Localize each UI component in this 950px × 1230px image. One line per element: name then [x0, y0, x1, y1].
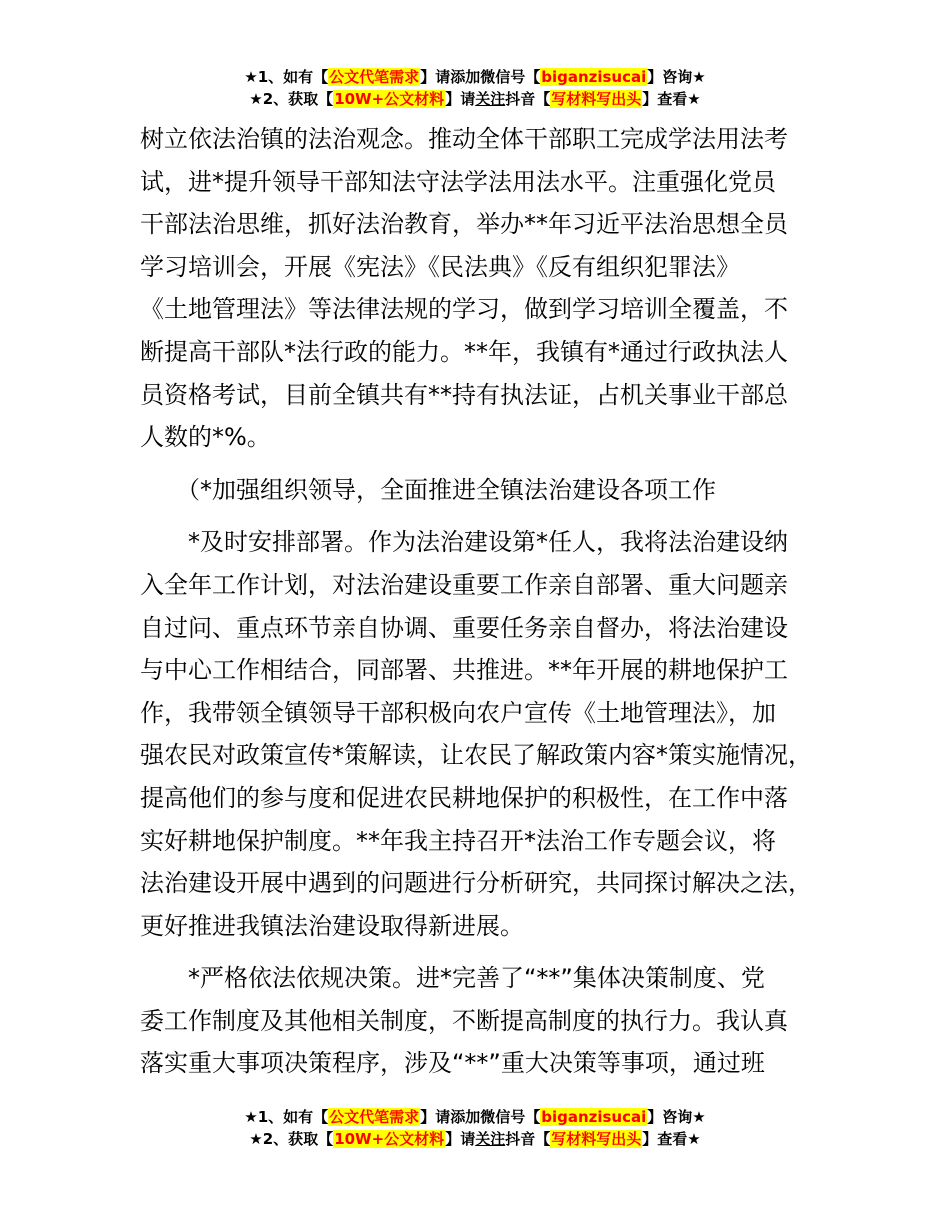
text-line: 更好推进我镇法治建设取得新进展。 — [140, 911, 524, 940]
text-line: 委工作制度及其他相关制度，不断提高制度的执行力。我认真 — [140, 1006, 788, 1035]
document-body — [140, 118, 840, 1085]
follow-text: 关注 — [475, 90, 506, 108]
text-line: 作，我带领全镇领导干部积极向农户宣传《土地管理法》，加 — [140, 698, 776, 727]
text-line: 《土地管理法》等法律法规的学习，做到学习培训全覆盖，不 — [140, 295, 788, 324]
banner-line-2: ★2、获取【10W+公文材料】请关注抖音【写材料写出头】查看★ — [249, 1130, 701, 1148]
text-line: 落实重大事项决策程序，涉及“**”重大决策等事项，通过班 — [140, 1049, 765, 1078]
text-line: 学习培训会，开展《宪法》《民法典》《反有组织犯罪法》 — [140, 252, 740, 281]
highlight-douyin: 写材料写出头 — [551, 90, 642, 108]
paragraph-1 — [140, 118, 840, 459]
paragraph-3 — [140, 957, 840, 1085]
text-line: 干部法治思维，抓好法治教育，举办**年习近平法治思想全员 — [140, 210, 788, 239]
text-line: 人数的*%。 — [140, 423, 271, 452]
highlight-materials: 10W+公文材料 — [334, 1130, 445, 1148]
highlight-wechat-id: biganzisucai — [541, 1108, 647, 1126]
text-line: 法治建设开展中遇到的问题进行分析研究，共同探讨解决之法， — [140, 869, 812, 898]
text-line: 入全年工作计划，对法治建设重要工作亲自部署、重大问题亲 — [140, 570, 788, 599]
text-line: 树立依法治镇的法治观念。推动全体干部职工完成学法用法考 — [140, 125, 788, 153]
banner-line-1: ★1、如有【公文代笔需求】请添加微信号【biganzisucai】咨询★ — [244, 68, 706, 86]
highlight-wechat-id: biganzisucai — [541, 68, 647, 86]
follow-text: 关注 — [475, 1130, 506, 1148]
text-line: *严格依法依规决策。进*完善了“**”集体决策制度、党 — [188, 964, 765, 993]
highlight-service: 公文代笔需求 — [329, 1108, 420, 1126]
banner-line-1: ★1、如有【公文代笔需求】请添加微信号【biganzisucai】咨询★ — [244, 1108, 706, 1126]
highlight-materials: 10W+公文材料 — [334, 90, 445, 108]
text-line: *及时安排部署。作为法治建设第*任人，我将法治建设纳 — [188, 528, 788, 557]
paragraph-2 — [140, 521, 840, 947]
section-heading: （*加强组织领导，全面推进全镇法治建设各项工作 — [176, 475, 716, 504]
text-line: 自过问、重点环节亲自协调、重要任务亲自督办，将法治建设 — [140, 613, 788, 642]
text-line: 试，进*提升领导干部知法守法学法用法水平。注重强化党员 — [140, 167, 776, 196]
text-line: 提高他们的参与度和促进农民耕地保护的积极性，在工作中落 — [140, 783, 788, 812]
text-line: 实好耕地保护制度。**年我主持召开*法治工作专题会议，将 — [140, 826, 776, 855]
text-line: 员资格考试，目前全镇共有**持有执法证，占机关事业干部总 — [140, 380, 788, 409]
banner-line-2: ★2、获取【10W+公文材料】请关注抖音【写材料写出头】查看★ — [249, 90, 701, 108]
text-line: 断提高干部队*法行政的能力。**年，我镇有*通过行政执法人 — [140, 337, 788, 366]
highlight-douyin: 写材料写出头 — [551, 1130, 642, 1148]
text-line: 强农民对政策宣传*策解读，让农民了解政策内容*策实施情况， — [140, 741, 812, 770]
header-banner — [0, 66, 950, 110]
highlight-service: 公文代笔需求 — [329, 68, 420, 86]
footer-banner — [0, 1106, 950, 1150]
text-line: 与中心工作相结合，同部署、共推进。**年开展的耕地保护工 — [140, 656, 788, 685]
